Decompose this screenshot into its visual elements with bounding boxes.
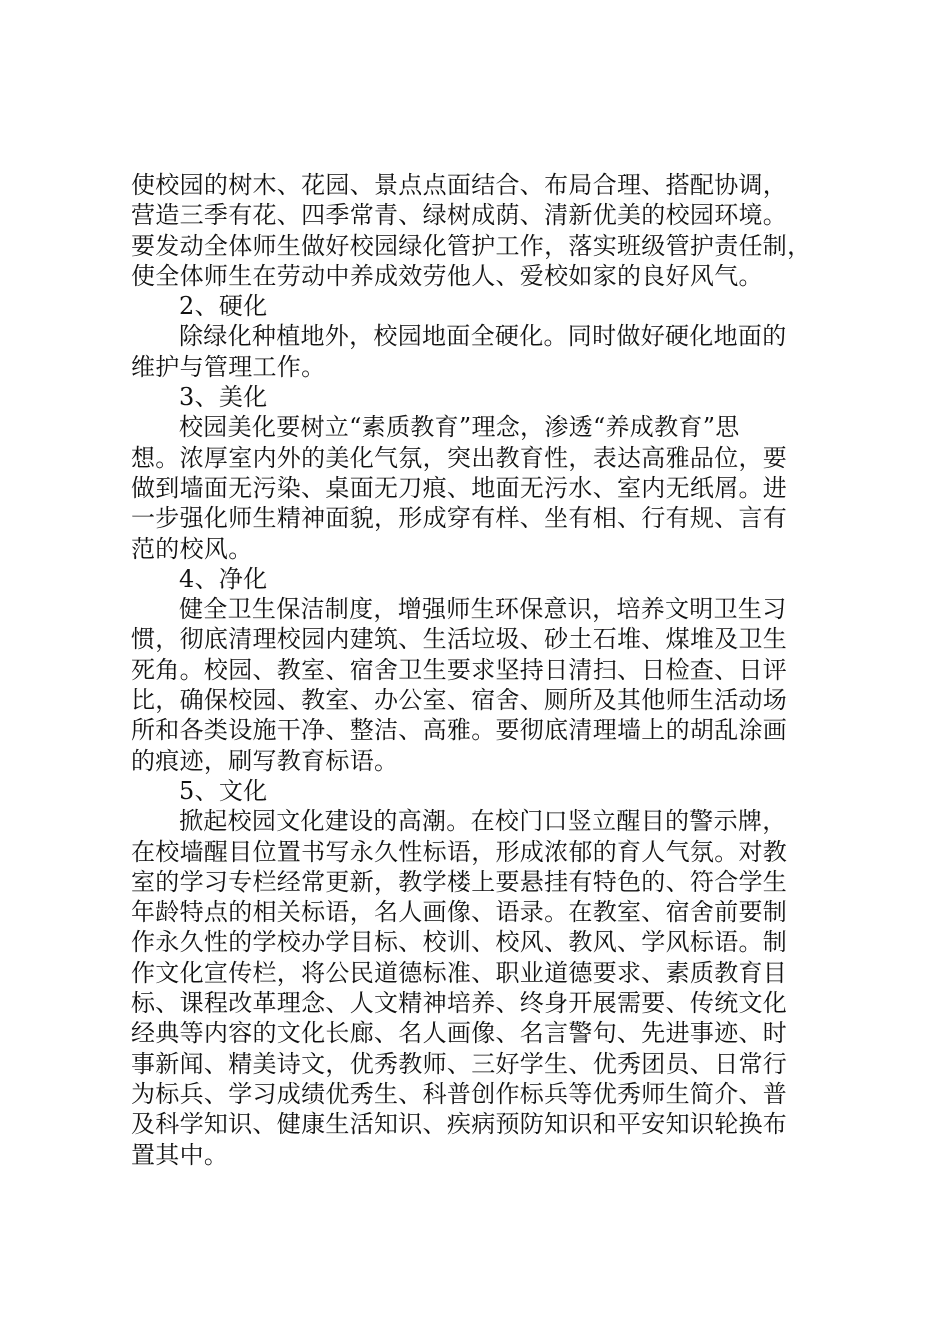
text-line: 使全体师生在劳动中养成效劳他人、爱校如家的良好风气。 bbox=[131, 261, 763, 290]
text-line: 做到墙面无污染、桌面无刀痕、地面无污水、室内无纸屑。进 bbox=[131, 473, 788, 502]
text-line: 作永久性的学校办学目标、校训、校风、教风、学风标语。制 bbox=[131, 928, 788, 957]
text-line: 健全卫生保洁制度，增强师生环保意识，培养文明卫生习 bbox=[179, 595, 787, 624]
text-line: 及科学知识、健康生活知识、疾病预防知识和平安知识轮换布 bbox=[131, 1110, 788, 1139]
section-heading-purification: 4、净化 bbox=[179, 564, 268, 593]
text-line: 除绿化种植地外，校园地面全硬化。同时做好硬化地面的 bbox=[179, 322, 787, 351]
document-body bbox=[131, 170, 831, 1170]
text-line: 一步强化师生精神面貌，形成穿有样、坐有相、行有规、言有 bbox=[131, 504, 788, 533]
section-heading-hardening: 2、硬化 bbox=[179, 292, 268, 321]
paragraph-beautification bbox=[131, 412, 831, 563]
text-line: 范的校风。 bbox=[131, 534, 253, 563]
text-line: 想。浓厚室内外的美化气氛，突出教育性，表达高雅品位，要 bbox=[131, 443, 788, 472]
text-line: 在校墙醒目位置书写永久性标语，形成浓郁的育人气氛。对教 bbox=[131, 837, 788, 866]
text-line: 事新闻、精美诗文，优秀教师、三好学生、优秀团员、日常行 bbox=[131, 1049, 788, 1078]
text-line: 经典等内容的文化长廊、名人画像、名言警句、先进事迹、时 bbox=[131, 1019, 788, 1048]
text-line: 为标兵、学习成绩优秀生、科普创作标兵等优秀师生简介、普 bbox=[131, 1079, 788, 1108]
section-heading-beautification: 3、美化 bbox=[179, 383, 268, 412]
text-line: 标、课程改革理念、人文精神培养、终身开展需要、传统文化 bbox=[131, 989, 788, 1018]
text-line: 的痕迹，刷写教育标语。 bbox=[131, 746, 399, 775]
text-line: 掀起校园文化建设的高潮。在校门口竖立醒目的警示牌， bbox=[179, 807, 787, 836]
text-line: 比，确保校园、教室、办公室、宿舍、厕所及其他师生活动场 bbox=[131, 686, 788, 715]
text-line: 要发动全体师生做好校园绿化管护工作，落实班级管护责任制， bbox=[131, 231, 812, 260]
text-line: 置其中。 bbox=[131, 1140, 229, 1169]
text-line: 维护与管理工作。 bbox=[131, 352, 326, 381]
text-line: 营造三季有花、四季常青、绿树成荫、清新优美的校园环境。 bbox=[131, 201, 788, 230]
text-line: 校园美化要树立“素质教育”理念，渗透“养成教育”思 bbox=[179, 413, 740, 442]
text-line: 惯，彻底清理校园内建筑、生活垃圾、砂土石堆、煤堆及卫生 bbox=[131, 625, 788, 654]
text-line: 死角。校园、教室、宿舍卫生要求坚持日清扫、日检查、日评 bbox=[131, 655, 788, 684]
paragraph-culture bbox=[131, 806, 831, 1170]
text-line: 年龄特点的相关标语，名人画像、语录。在教室、宿舍前要制 bbox=[131, 898, 788, 927]
paragraph-hardening bbox=[131, 321, 831, 382]
text-line: 所和各类设施干净、整洁、高雅。要彻底清理墙上的胡乱涂画 bbox=[131, 716, 788, 745]
paragraph-purification bbox=[131, 594, 831, 776]
paragraph-greening-continued bbox=[131, 170, 831, 291]
text-line: 使校园的树木、花园、景点点面结合、布局合理、搭配协调， bbox=[131, 171, 788, 199]
text-line: 室的学习专栏经常更新，教学楼上要悬挂有特色的、符合学生 bbox=[131, 867, 788, 896]
text-line: 作文化宣传栏，将公民道德标准、职业道德要求、素质教育目 bbox=[131, 958, 788, 987]
section-heading-culture: 5、文化 bbox=[179, 776, 268, 805]
